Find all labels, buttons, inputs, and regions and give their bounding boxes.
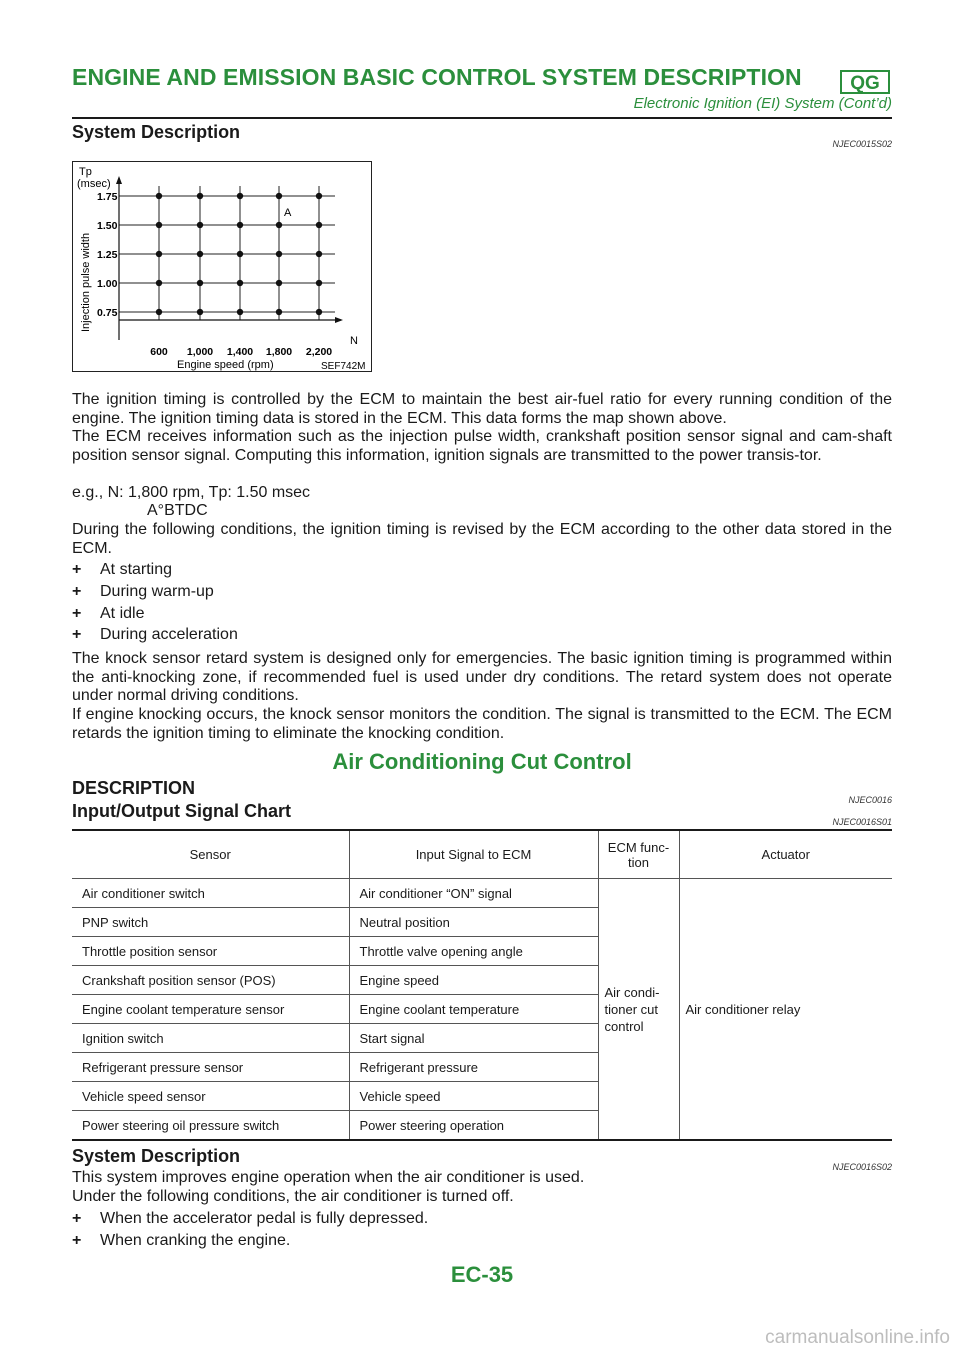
list-item: + During warm-up: [72, 583, 214, 600]
map-point: [197, 222, 203, 228]
x-tick-label: 2,200: [305, 346, 333, 358]
figure-id: SEF742M: [321, 361, 366, 371]
page-header-title: ENGINE AND EMISSION BASIC CONTROL SYSTEM DESCRIPTION: [72, 64, 802, 90]
signal-cell: Vehicle speed: [349, 1082, 598, 1111]
example-line: e.g., N: 1,800 rpm, Tp: 1.50 msec: [72, 484, 311, 501]
sensor-cell: Crankshaft position sensor (POS): [72, 966, 349, 995]
page-header-subtitle: Electronic Ignition (EI) System (Cont’d): [633, 95, 892, 112]
section-title-ac-cut-control: Air Conditioning Cut Control: [332, 749, 632, 774]
y-axis-label: Injection pulse width: [80, 232, 92, 332]
paragraph-engine-knocking: If engine knocking occurs, the knock sensor monitors the condition. The signal is transmitted to the ECM. The ECM retards the ignition timing to eliminate the knocking condition.: [72, 706, 892, 742]
map-point: [197, 193, 203, 199]
y-axis-name: Tp: [79, 166, 92, 178]
map-point: [316, 222, 322, 228]
sensor-cell: Vehicle speed sensor: [72, 1082, 349, 1111]
signal-cell: Refrigerant pressure: [349, 1053, 598, 1082]
signal-cell: Neutral position: [349, 908, 598, 937]
map-point: [237, 193, 243, 199]
model-badge: QG: [840, 70, 890, 94]
list-item: + When cranking the engine.: [72, 1232, 291, 1249]
signal-cell: Engine speed: [349, 966, 598, 995]
signal-chart-heading: Input/Output Signal Chart: [72, 801, 291, 821]
signal-cell: Start signal: [349, 1024, 598, 1053]
signal-cell: Power steering operation: [349, 1111, 598, 1141]
list-item: + When the accelerator pedal is fully depressed.: [72, 1210, 429, 1227]
map-point: [276, 251, 282, 257]
list-item: + During acceleration: [72, 626, 238, 643]
section-heading-system-description: System Description: [72, 122, 241, 142]
paragraph-turned-off: Under the following conditions, the air conditioner is turned off.: [72, 1188, 514, 1205]
section-code: NJEC0015S02: [832, 139, 892, 149]
map-point: [276, 280, 282, 286]
sensor-cell: PNP switch: [72, 908, 349, 937]
map-point: [276, 309, 282, 315]
page-number: EC-35: [450, 1262, 514, 1287]
signal-chart-code: NJEC0016S01: [832, 817, 892, 827]
map-point: [156, 251, 162, 257]
map-point: [156, 309, 162, 315]
header-ecm-function: ECM func- tion: [598, 830, 679, 879]
map-point: [316, 193, 322, 199]
y-tick-label: 1.25: [97, 249, 118, 261]
map-point: [276, 222, 282, 228]
x-tick-label: 1,000: [186, 346, 214, 358]
section-code-2: NJEC0016S02: [832, 1162, 892, 1172]
x-axis-name: N: [350, 335, 358, 347]
y-axis-arrow: [116, 176, 122, 184]
list-item: + At idle: [72, 605, 145, 622]
watermark: carmanualsonline.info: [765, 1327, 950, 1348]
map-point: [237, 309, 243, 315]
x-tick-label: 600: [150, 346, 168, 358]
map-point: [316, 309, 322, 315]
paragraph-ecm-receives: The ECM receives information such as the injection pulse width, crankshaft position sensor signal and cam-shaft position sensor signal. Computing this information, ignition signals are transmitted to the power transis-tor.: [72, 428, 892, 464]
sensor-cell: Refrigerant pressure sensor: [72, 1053, 349, 1082]
paragraph-ignition-timing: The ignition timing is controlled by the ECM to maintain the best air-fuel ratio for every running condition of the engine. The ignition timing data is stored in the ECM. This data forms the map shown above.: [72, 391, 892, 427]
io-signal-table: [72, 829, 892, 1141]
map-point: [156, 222, 162, 228]
map-point: [197, 280, 203, 286]
actuator-cell: Air conditioner relay: [679, 879, 892, 1141]
sensor-cell: Throttle position sensor: [72, 937, 349, 966]
description-heading: DESCRIPTION: [72, 778, 196, 798]
sensor-cell: Air conditioner switch: [72, 879, 349, 908]
header-sensor: Sensor: [72, 830, 349, 879]
header-actuator: Actuator: [679, 830, 892, 879]
y-axis-unit: (msec): [77, 178, 111, 190]
sensor-cell: Engine coolant temperature sensor: [72, 995, 349, 1024]
table-row: [72, 879, 892, 908]
map-point: [276, 193, 282, 199]
example-line-2: A°BTDC: [147, 502, 208, 519]
x-axis-arrow: [335, 317, 343, 323]
map-point: [237, 251, 243, 257]
map-point: [156, 280, 162, 286]
section-heading-system-description-2: System Description: [72, 1146, 241, 1166]
x-tick-label: 1,800: [265, 346, 293, 358]
map-point: [197, 309, 203, 315]
sensor-cell: Ignition switch: [72, 1024, 349, 1053]
map-point: [237, 222, 243, 228]
map-point: [316, 280, 322, 286]
header-rule: [72, 117, 892, 119]
list-item: + At starting: [72, 561, 173, 578]
ignition-timing-map-chart: [73, 162, 371, 371]
paragraph-following-conditions: During the following conditions, the ignition timing is revised by the ECM according to the other data stored in the ECM.: [72, 521, 892, 557]
signal-cell: Air conditioner “ON” signal: [349, 879, 598, 908]
description-code: NJEC0016: [848, 795, 892, 805]
sensor-cell: Power steering oil pressure switch: [72, 1111, 349, 1141]
y-tick-label: 1.75: [97, 191, 118, 203]
map-point: [237, 280, 243, 286]
paragraph-knock-sensor: The knock sensor retard system is designed only for emergencies. The basic ignition timing is programmed within the anti-knocking zone, if recommended fuel is used under dry conditions. The retard system does not operate under normal driving conditions.: [72, 650, 892, 704]
x-axis-label: Engine speed (rpm): [177, 359, 274, 371]
header-input-signal: Input Signal to ECM: [349, 830, 598, 879]
map-point: [156, 193, 162, 199]
y-tick-label: 0.75: [97, 307, 118, 319]
map-point: [316, 251, 322, 257]
marker-label: A: [284, 207, 292, 219]
map-point: [197, 251, 203, 257]
signal-cell: Throttle valve opening angle: [349, 937, 598, 966]
ignition-timing-map-figure: [72, 161, 372, 372]
y-tick-label: 1.00: [97, 278, 118, 290]
paragraph-improves-operation: This system improves engine operation when the air conditioner is used.: [72, 1169, 585, 1186]
y-tick-label: 1.50: [97, 220, 118, 232]
x-tick-label: 1,400: [226, 346, 254, 358]
signal-cell: Engine coolant temperature: [349, 995, 598, 1024]
ecm-function-cell: Air condi- tioner cut control: [598, 879, 679, 1141]
